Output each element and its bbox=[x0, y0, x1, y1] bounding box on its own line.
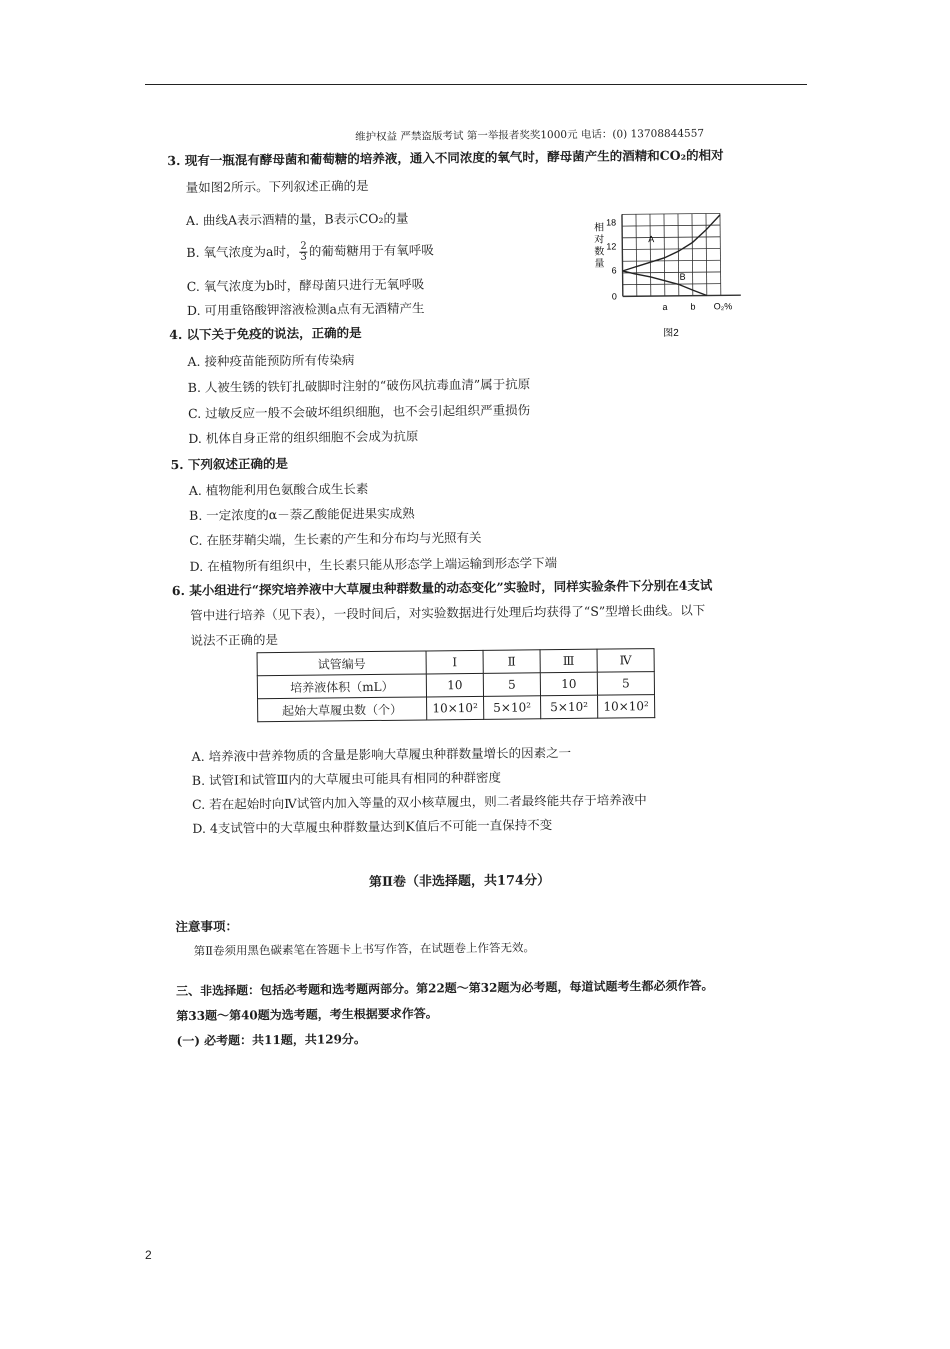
figure-grid bbox=[622, 213, 741, 296]
q6-option-a: A. 培养液中营养物质的含量是影响大草履虫种群数量增长的因素之一 bbox=[191, 744, 572, 764]
q3-option-d: D. 可用重铬酸钾溶液检测a点有无酒精产生 bbox=[186, 300, 425, 318]
y-label-char: 对 bbox=[594, 234, 605, 246]
grid-line bbox=[622, 213, 720, 214]
q5-option-d: D. 在植物所有组织中，生长素只能从形态学上端运输到形态学下端 bbox=[189, 555, 558, 574]
y-tick-label: 18 bbox=[605, 217, 617, 228]
y-tick-label: 12 bbox=[606, 241, 617, 252]
x-axis-unit: O₂% bbox=[713, 301, 733, 312]
grid-line bbox=[720, 213, 721, 295]
grid-line bbox=[622, 249, 720, 250]
q6-data-table bbox=[257, 648, 656, 722]
table-cell: 试管编号 bbox=[257, 651, 426, 676]
table-cell: 5 bbox=[483, 673, 540, 697]
q5-stem: 5. 下列叙述正确的是 bbox=[170, 455, 289, 473]
q3-option-b bbox=[186, 240, 434, 264]
page-number: 2 bbox=[145, 1248, 152, 1262]
q4-option-c: C. 过敏反应一般不会破坏组织细胞，也不会引起组织严重损伤 bbox=[187, 402, 531, 421]
q4-stem: 4. 以下关于免疫的说法，正确的是 bbox=[169, 325, 362, 343]
grid-line bbox=[623, 284, 721, 285]
grid-line bbox=[650, 214, 651, 296]
q3-stem-line2: 量如图2所示。下列叙述正确的是 bbox=[185, 178, 369, 195]
part3-line3: (一) 必考题：共11题，共129分。 bbox=[176, 1032, 366, 1049]
q4-option-b: B. 人被生锈的铁钉扎破脚时注射的“破伤风抗毒血清”属于抗原 bbox=[187, 376, 531, 395]
q4-option-d: D. 机体自身正常的组织细胞不会成为抗原 bbox=[188, 428, 419, 446]
table-cell: 培养液体积（mL） bbox=[257, 674, 426, 699]
table-cell: 10 bbox=[540, 672, 597, 696]
grid-line bbox=[622, 214, 623, 296]
notice-label: 注意事项： bbox=[175, 918, 238, 935]
table-cell: Ⅳ bbox=[597, 649, 654, 673]
figure-y-label bbox=[594, 221, 605, 270]
table-cell: Ⅱ bbox=[483, 650, 540, 674]
grid-line bbox=[664, 214, 665, 296]
curve-b-label: B bbox=[679, 271, 686, 282]
notice-text: 第Ⅱ卷须用黑色碳素笔在答题卡上书写作答，在试题卷上作答无效。 bbox=[193, 940, 536, 958]
curve-a-label: A bbox=[648, 234, 655, 245]
q3-stem-line1: 3. 现有一瓶混有酵母菌和葡萄糖的培养液，通入不同浓度的氧气时，酵母菌产生的酒精和CO₂的相对 bbox=[167, 147, 724, 169]
q5-option-a: A. 植物能利用色氨酸合成生长素 bbox=[188, 481, 369, 498]
y-label-char: 量 bbox=[594, 258, 605, 270]
table-cell: 10×10² bbox=[598, 695, 655, 719]
q4-option-a: A. 接种疫苗能预防所有传染病 bbox=[187, 352, 355, 369]
grid-line bbox=[623, 295, 741, 296]
fraction-denominator: 3 bbox=[300, 251, 307, 263]
table-cell: Ⅰ bbox=[426, 650, 483, 674]
q6-option-d: D. 4支试管中的大草履虫种群数量达到K值后不可能一直保持不变 bbox=[192, 817, 553, 836]
grid-line bbox=[678, 214, 679, 296]
grid-line bbox=[692, 214, 693, 296]
grid-line bbox=[622, 237, 720, 238]
table-cell: 10 bbox=[426, 673, 483, 697]
q6-stem-line1: 6. 某小组进行“探究培养液中大草履虫种群数量的动态变化”实验时，同样实验条件下分别在4支试 bbox=[171, 577, 713, 599]
grid-line bbox=[706, 214, 707, 296]
x-tick-label-a: a bbox=[662, 301, 668, 312]
y-tick-label: 6 bbox=[611, 265, 617, 276]
q3-option-c: C. 氧气浓度为b时，酵母菌只进行无氧呼吸 bbox=[186, 276, 425, 294]
x-tick-label-b: b bbox=[690, 301, 696, 312]
grid-line bbox=[623, 272, 721, 273]
header-notice: 维护权益 严禁盗版考试 第一举报者奖奖1000元 电话：(0) 13708844557 bbox=[355, 127, 705, 144]
part3-line1: 三、非选择题：包括必考题和选考题两部分。第22题～第32题为必考题，每道试题考生都必须作答。 bbox=[176, 978, 714, 999]
q6-option-c: C. 若在起始时向Ⅳ试管内加入等量的双小核草履虫，则二者最终能共存于培养液中 bbox=[192, 792, 647, 812]
q6-stem-line2: 管中进行培养（见下表），一段时间后，对实验数据进行处理后均获得了“S”型增长曲线。以下 bbox=[190, 602, 706, 623]
part3-line2: 第33题～第40题为选考题，考生根据要求作答。 bbox=[176, 1006, 438, 1024]
table-row bbox=[258, 695, 655, 722]
q5-option-c: C. 在胚芽鞘尖端，生长素的产生和分布均与光照有关 bbox=[189, 529, 482, 548]
table-cell: 起始大草履虫数（个） bbox=[258, 697, 427, 722]
table-cell: 5×10² bbox=[541, 695, 598, 719]
table-cell: 5 bbox=[597, 672, 654, 696]
q3-option-a: A. 曲线A表示酒精的量，B表示CO₂的量 bbox=[185, 210, 409, 228]
figure-2-chart bbox=[586, 197, 758, 349]
figure-ticks bbox=[606, 216, 732, 312]
figure-caption: 图2 bbox=[663, 327, 679, 339]
table-cell: Ⅲ bbox=[540, 649, 597, 673]
q3-option-b-suffix: 的葡萄糖用于有氧呼吸 bbox=[308, 242, 434, 259]
q6-stem-line3: 说法不正确的是 bbox=[190, 632, 278, 648]
y-label-char: 相 bbox=[594, 222, 605, 234]
grid-line bbox=[622, 225, 720, 226]
section-2-title: 第Ⅱ卷（非选择题，共174分） bbox=[368, 873, 551, 891]
q6-option-b: B. 试管Ⅰ和试管Ⅲ内的大草履虫可能具有相同的种群密度 bbox=[191, 769, 502, 788]
q3-option-b-prefix: B. 氧气浓度为a时， bbox=[186, 243, 299, 260]
fraction bbox=[299, 242, 308, 263]
table-cell: 10×10² bbox=[427, 696, 484, 720]
grid-line bbox=[636, 214, 637, 296]
table-cell: 5×10² bbox=[484, 696, 541, 720]
q5-option-b: B. 一定浓度的α－萘乙酸能促进果实成熟 bbox=[189, 505, 415, 523]
y-tick-label: 0 bbox=[611, 291, 617, 302]
grid-line bbox=[622, 260, 720, 261]
fraction-numerator: 2 bbox=[300, 240, 307, 252]
y-label-char: 数 bbox=[594, 246, 605, 258]
